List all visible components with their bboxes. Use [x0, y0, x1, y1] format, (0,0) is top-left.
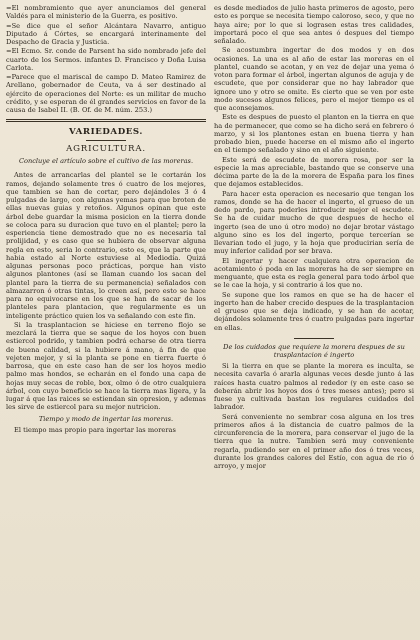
heading-divider	[294, 338, 334, 339]
article-heading: De los cuidados que requiere la morera despues de su trasplantacion é ingerto	[223, 342, 405, 359]
short-divider	[86, 140, 126, 141]
article-paragraph: Se supone que los ramos en que se ha de hacer el ingerto han de haber crecido despues de la trasplantacion el grueso que se deja indicado, y se han de acotar, dejándoles solamente tres ó cuatro pulgadas para ingertar en ellas.	[214, 290, 414, 332]
article-paragraph: Será conveniente no sembrar cosa alguna en los tres primeros años á la distancia de cuatro palmos de la circunferencia de la morera, para conservar el jugo de la tierra que la nutre. Tambien será muy conveniente regarla, pudiendo ser en el primer año dos ó tres veces, durante los grandes calores del Estío, con agua de rio ó arroyo, y mejor	[214, 412, 414, 471]
article-paragraph: Si la tierra en que se plante la morera es inculta, se necesita cavarla ó ararla algunas veces desde junto á las raíces hasta cuatro palmos al rededor (y en este caso se deberán abrir los hoyos dos ó tres meses antes); pero si fuese ya cultivada bastan los regulares cuidados del labrador.	[214, 362, 414, 412]
article-paragraph: es desde mediados de julio hasta primeros de agosto, pero esto es porque se necesita tiempo caloroso, seco, y que no haya aire; por lo que si lograsen estas tres calidades, importará poco el que sea antes ó despues del tiempo señalado.	[214, 4, 414, 45]
article-paragraph: El tiempo mas propio para ingertar las moreras	[14, 425, 176, 434]
article-paragraph: Antes de arrancarlas del plantel se le cortarán los ramos, dejando solamente tres ó cuatro de los mejores, que tambien se han de cortar, pero dejándoles 3 ó 4 pulgadas de largo, con algunas yemas para que broten de ellas nuevas guias y retoños. Algunos opinan que este árbol debe guardar la misma posicion en la tierra donde se coloca para su duracion que tuvo en el plantel; pero la esperiencia tiene demostrado que no es necesaria tal prolijidad, y es caso que se hubiera de observar alguna regla en esto, seria lo contrario, esto es, que la parte que habia estado al Norte estuviese al Mediodía. Quizá algunas personas poco prácticas, porque han visto algunos plantones (así se llaman cuando los sacan del plantel para la tierra de su permanencia) señalados con almazarron ó otras tintas, lo creen así, pero esto se hace para no equivocarse en los que se han de sacar de los planteles para plantacion, que regularmente es un inteligente práctico quien los va señalando con este fin.	[6, 171, 206, 320]
article-paragraph: Para hacer esta operacion es necesario que tengan los ramos, donde se ha de hacer el ingerto, el grueso de un dedo pardo, para poderles introducir mejor el escudete. Se ha de cuidar mucho de que despues de hecho el ingerto (sea de uno ú otro modo) no dejar brotar vástago alguno sino es los del ingerto, porque tercerían se llevarian todo el jugo, y la hoja que producirian sería de muy inferior calidad por ser brava.	[214, 189, 414, 256]
right-column	[214, 4, 414, 640]
news-item-valdes: =El nombramiento que ayer anunciamos del general Valdés para el ministerio de la Guerra, es positivo.	[6, 4, 206, 21]
news-item-parsent: =El Ecmo. Sr. conde de Parsent ha sido nombrado jefe del cuarto de los Sermos. infantes D. Francisco y Doña Luisa Carlota.	[6, 47, 206, 72]
article-paragraph: Se acostumbra ingertar de dos modos y en dos ocasiones. La una es al año de estar las moreras en el plantel, cuando se acotan, y en vez de dejar una yema ó voton para formar el árbol, ingertan algunos de aguja y de escudete, que por considerar que no hay labrador que ignore uno y otro se omite. Es cierto que se ven por este modo sucesos algunos felices, pero el mejor tiempo es el que aconsejamos.	[214, 46, 414, 112]
news-item-alcantara: =Se dice que el señor Alcántara Navarro, antiguo Diputado á Córtes, se encargará interinamente del Despacho de Gracia y Justicia.	[6, 21, 206, 46]
article-paragraph: Este es despues de puesto el planton en la tierra en que ha de permanecer, que como se ha dicho será en febrero ó marzo, y si los plantones estan en buena tierra y han probado bien, puede hacerse en el mismo año el ingerto en el tiempo señalado y sino en el año siguiente.	[214, 113, 414, 155]
section-divider	[6, 119, 206, 122]
article-paragraph: Si la trasplantacion se hiciese en terreno flojo se mezclará la tierra que se saque de los hoyos con buen estiercol podrido, y tambien podrá echarse de otra tierra de buena calidad, si la hubiere á mano, á fin de que vejeten mejor, y si la planta se pone en tierra fuerte ó barrosa, que en este caso han de ser los hoyos medio palmo mas hondos, se echarán en el fondo una capa de hojas muy secas de roble, box, olmo ó de otro cualquiera árbol, con cuyo beneficio se hace la tierra mas ligera, y la lugar á que las raices se estiendan sin opresion, y ademas les sirve de estiercol para su mejor nutricion.	[6, 320, 206, 412]
article-heading: Tiempo y modo de ingertar las moreras.	[38, 414, 174, 423]
article-paragraph: El ingertar y hacer cualquiera otra operacion de acotamiento ó poda en las moreras ha de ser siempre en menguante, que esta es regla general para todo árbol que se le cae la hoja, y si contrario á los que no.	[214, 256, 414, 290]
section-title: VARIEDADES.	[69, 127, 143, 138]
subsection-title: AGRICULTURA.	[66, 144, 146, 155]
news-item-ramirez: =Parece que el mariscal de campo D. Mateo Ramirez de Arellano, gobernador de Ceuta, va á ser destinado al ejército de operaciones del Norte: es un militar de mucho crédito, y se esperan de él grandes servicios en favor de la causa de Isabel II. (B. Of. de M. núm. 253.)	[6, 73, 206, 114]
left-column	[6, 4, 206, 640]
article-subtitle: Concluye el artículo sobre el cultivo de las moreras.	[18, 157, 194, 166]
page-columns	[6, 4, 414, 640]
article-paragraph: Este será de escudete de morera rosa, por ser la especie la mas apreciable, bastando que se conserve una décima parte de la de la morera de España para los fines que dejamos establecidos.	[214, 155, 414, 189]
